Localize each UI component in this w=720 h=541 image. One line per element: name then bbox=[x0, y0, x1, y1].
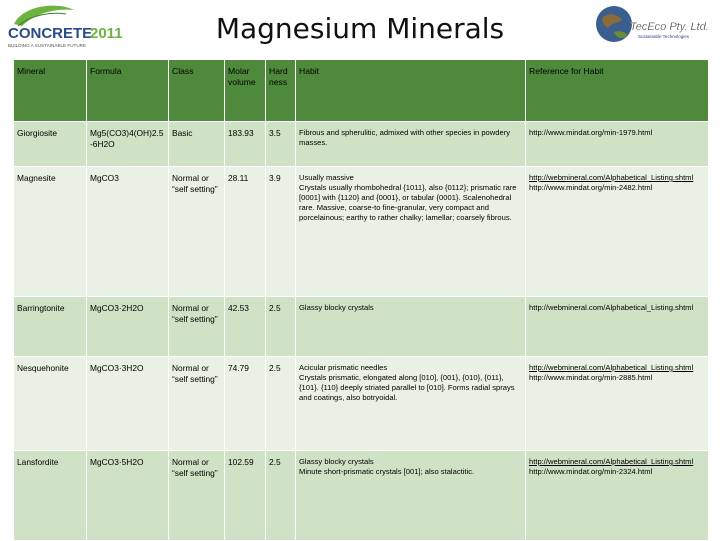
cell-formula: MgCO3 bbox=[87, 167, 169, 297]
column-header-molar-volume: Molar volume bbox=[225, 60, 266, 122]
reference-link[interactable]: http://webmineral.com/Alphabetical_Listing.shtml bbox=[529, 457, 694, 466]
cell-habit bbox=[296, 297, 526, 357]
logo-company-tagline: Sustainable Technologies bbox=[638, 34, 689, 39]
habit-line: Glassy blocky crystals bbox=[299, 303, 374, 312]
cell-hardness: 2.5 bbox=[266, 451, 296, 541]
cell-reference bbox=[526, 451, 709, 541]
cell-hardness: 2.5 bbox=[266, 357, 296, 451]
habit-line: Crystals prismatic, elongated along [010], {001}, {010}, {011}, {101}. {110} deeply striated parallel to [010]. Forms radial sprays and coatings, also botryoidal. bbox=[299, 373, 515, 402]
cell-molar-volume: 183.93 bbox=[225, 122, 266, 167]
cell-formula: MgCO3·5H2O bbox=[87, 451, 169, 541]
cell-molar-volume: 28.11 bbox=[225, 167, 266, 297]
habit-line: Fibrous and spherulitic, admixed with other species in powdery masses. bbox=[299, 128, 511, 147]
cell-formula: MgCO3·3H2O bbox=[87, 357, 169, 451]
column-header-habit: Habit bbox=[296, 60, 526, 122]
table-row bbox=[14, 167, 709, 297]
reference-link[interactable]: http://webmineral.com/Alphabetical_Listing.shtml bbox=[529, 173, 694, 182]
column-header-formula: Formula bbox=[87, 60, 169, 122]
cell-reference bbox=[526, 297, 709, 357]
cell-habit bbox=[296, 451, 526, 541]
cell-molar-volume: 74.79 bbox=[225, 357, 266, 451]
habit-line: Crystals usually rhombohedral {1011}, also {0112}; prismatic rare [0001] with {1120} and {0001}, or tabular {0001}. Scalenohedral rare. Massive, coarse-to fine-granular, very compact and porcelainous; earthy to rather chalky; lamellar; coarsely fibrous. bbox=[299, 183, 517, 222]
tececo-logo bbox=[592, 2, 718, 52]
logo-tagline: BUILDING A SUSTAINABLE FUTURE bbox=[8, 43, 87, 48]
reference-text: http://www.mindat.org/min-2482.html bbox=[529, 183, 653, 192]
column-header-hardness: Hard ness bbox=[266, 60, 296, 122]
cell-class: Normal or “self setting” bbox=[169, 167, 225, 297]
column-header-mineral: Mineral bbox=[14, 60, 87, 122]
reference-link[interactable]: http://webmineral.com/Alphabetical_Listing.shtml bbox=[529, 363, 694, 372]
habit-line: Glassy blocky crystals bbox=[299, 457, 374, 466]
cell-mineral: Giorgiosite bbox=[14, 122, 87, 167]
table-header-row bbox=[14, 60, 709, 122]
cell-reference bbox=[526, 167, 709, 297]
page-title: Magnesium Minerals bbox=[215, 12, 505, 45]
cell-hardness: 2.5 bbox=[266, 297, 296, 357]
cell-reference bbox=[526, 357, 709, 451]
cell-mineral: Barringtonite bbox=[14, 297, 87, 357]
cell-mineral: Nesquehonite bbox=[14, 357, 87, 451]
table-row bbox=[14, 357, 709, 451]
cell-habit bbox=[296, 122, 526, 167]
logo-company: TecEco Pty. Ltd. bbox=[630, 21, 709, 33]
cell-molar-volume: 102.59 bbox=[225, 451, 266, 541]
logo-year: 2011 bbox=[90, 25, 123, 42]
cell-habit bbox=[296, 167, 526, 297]
cell-hardness: 3.5 bbox=[266, 122, 296, 167]
minerals-table bbox=[13, 59, 709, 541]
table-row bbox=[14, 451, 709, 541]
cell-mineral: Magnesite bbox=[14, 167, 87, 297]
cell-formula: Mg5(CO3)4(OH)2.5-6H2O bbox=[87, 122, 169, 167]
cell-class: Normal or “self setting” bbox=[169, 357, 225, 451]
table-row bbox=[14, 297, 709, 357]
cell-formula: MgCO3·2H2O bbox=[87, 297, 169, 357]
cell-class: Normal or “self setting” bbox=[169, 451, 225, 541]
reference-text: http://www.mindat.org/min-2324.html bbox=[529, 467, 653, 476]
logo-text: CONCRETE bbox=[8, 25, 93, 42]
reference-text: http://www.mindat.org/min-1979.html bbox=[529, 128, 653, 137]
cell-class: Basic bbox=[169, 122, 225, 167]
column-header-reference: Reference for Habit bbox=[526, 60, 709, 122]
habit-line: Minute short-prismatic crystals [001]; also stalactitic. bbox=[299, 467, 475, 476]
cell-class: Normal or “self setting” bbox=[169, 297, 225, 357]
habit-line: Acicular prismatic needles bbox=[299, 363, 388, 372]
cell-reference bbox=[526, 122, 709, 167]
reference-text: http://www.mindat.org/min-2885.html bbox=[529, 373, 653, 382]
cell-habit bbox=[296, 357, 526, 451]
cell-hardness: 3.9 bbox=[266, 167, 296, 297]
cell-mineral: Lansfordite bbox=[14, 451, 87, 541]
habit-line: Usually massive bbox=[299, 173, 354, 182]
table-row bbox=[14, 122, 709, 167]
reference-text: http://webmineral.com/Alphabetical_Listing.shtml bbox=[529, 303, 694, 312]
column-header-class: Class bbox=[169, 60, 225, 122]
cell-molar-volume: 42.53 bbox=[225, 297, 266, 357]
